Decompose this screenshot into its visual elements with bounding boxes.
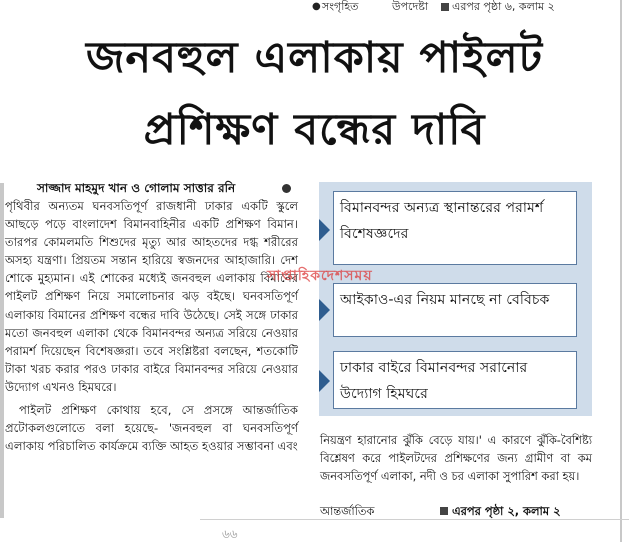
author-role: উপদেষ্টা — [392, 0, 429, 13]
continued-square-icon — [441, 3, 449, 11]
paragraph: নিয়ন্ত্রণ হারানোর ঝুঁকি বেড়ে যায়।' এ কারণে ঝুঁকি-বৈশিষ্ট্য বিশ্লেষণ করে পাইলটদের প্রশিক্ষণের জন্য গ্রামীণ বা কম জনবসতিপূর্ণ এলাকা, নদী ও চর এলাকা সুপারিশ করা হয়। — [320, 433, 592, 484]
continued-square-icon — [440, 507, 448, 515]
dot-separator: ● — [312, 1, 321, 12]
callout-panel — [319, 182, 592, 416]
article-body-left — [5, 197, 298, 455]
arrow-right-icon — [319, 299, 330, 321]
continued-link-bottom[interactable]: এরপর পৃষ্ঠা ২, কলাম ২ — [452, 504, 561, 518]
top-bar — [0, 0, 629, 15]
page-number: ৬৬ — [222, 527, 238, 541]
arrow-right-icon — [319, 370, 330, 392]
paragraph: পাইলট প্রশিক্ষণ কোথায় হবে, সে প্রসঙ্গে আন্তর্জাতিক প্রটোকলগুলোতে বলা হয়েছে- 'জনবহুল বা ঘনবসতিপূর্ণ এলাকায় পরিচালিত কার্যক্রমে ব্যক্তি আহত হওয়ার সম্ভাবনা এবং — [5, 403, 298, 454]
divider — [200, 519, 629, 520]
paragraph: পৃথিবীর অন্যতম ঘনবসতিপূর্ণ রাজধানী ঢাকার একটি স্কুলে আছড়ে পড়ে বাংলাদেশ বিমানবাহিনীর একটি প্রশিক্ষণ বিমান। তারপর কোমলমতি শিশুদের মৃত্যু আর আহতদের দগ্ধ শরীরের অসহ্য যন্ত্রণা। প্রিয়তম সন্তান হারিয়ে স্বজনদের আহাজারি। দেশ শোকে মুহ্যমান। এই শোকের মধ্যেই জনবহুল এলাকায় বিমানের পাইলট প্রশিক্ষণ নিয়ে সমালোচনার ঝড় বইছে। ঘনবসতিপূর্ণ এলাকায় বিমানের প্রশিক্ষণ বন্ধের দাবি উঠেছে। সেই সঙ্গে ঢাকার মতো জনবহুল এলাকা থেকে বিমানবন্দর অন্যত্র সরিয়ে নেওয়ার পরামর্শ দিয়েছেন বিশেষজ্ঞরা। তবে সংশ্লিষ্টরা বলছেন, শতকোটি টাকা খরচ করার পরও ঢাকার বাইরে বিমানবন্দর সরিয়ে নেওয়ার উদ্যোগ এখনও হিমঘরে। — [5, 199, 298, 394]
callout-box: বিমানবন্দর অন্যত্র স্থানান্তরের পরামর্শ বিশেষজ্ঞদের — [333, 191, 577, 265]
callout-box: আইকাও-এর নিয়ম মানছে না বেবিচক — [333, 283, 577, 337]
byline-dot-icon — [282, 184, 291, 193]
continued-link[interactable]: এরপর পৃষ্ঠা ৬, কলাম ২ — [452, 0, 555, 13]
watermark-logo: সাপ্তাহিকদেশসময় — [267, 268, 373, 284]
source-label-bottom: আন্তর্জাতিক — [320, 504, 375, 518]
column-rule — [0, 183, 4, 518]
source-label: সংগৃহিত — [322, 0, 359, 13]
headline-line-1: জনবহুল এলাকায় পাইলট — [85, 33, 544, 83]
callout-box: ঢাকার বাইরে বিমানবন্দর সরানোর উদ্যোগ হিমঘরে — [333, 351, 577, 409]
byline: সাজ্জাদ মাহমুদ খান ও গোলাম সাত্তার রনি — [37, 181, 236, 195]
arrow-right-icon — [319, 219, 330, 241]
article-body-right — [320, 431, 592, 485]
headline-line-2: প্রশিক্ষণ বন্ধের দাবি — [143, 105, 486, 155]
